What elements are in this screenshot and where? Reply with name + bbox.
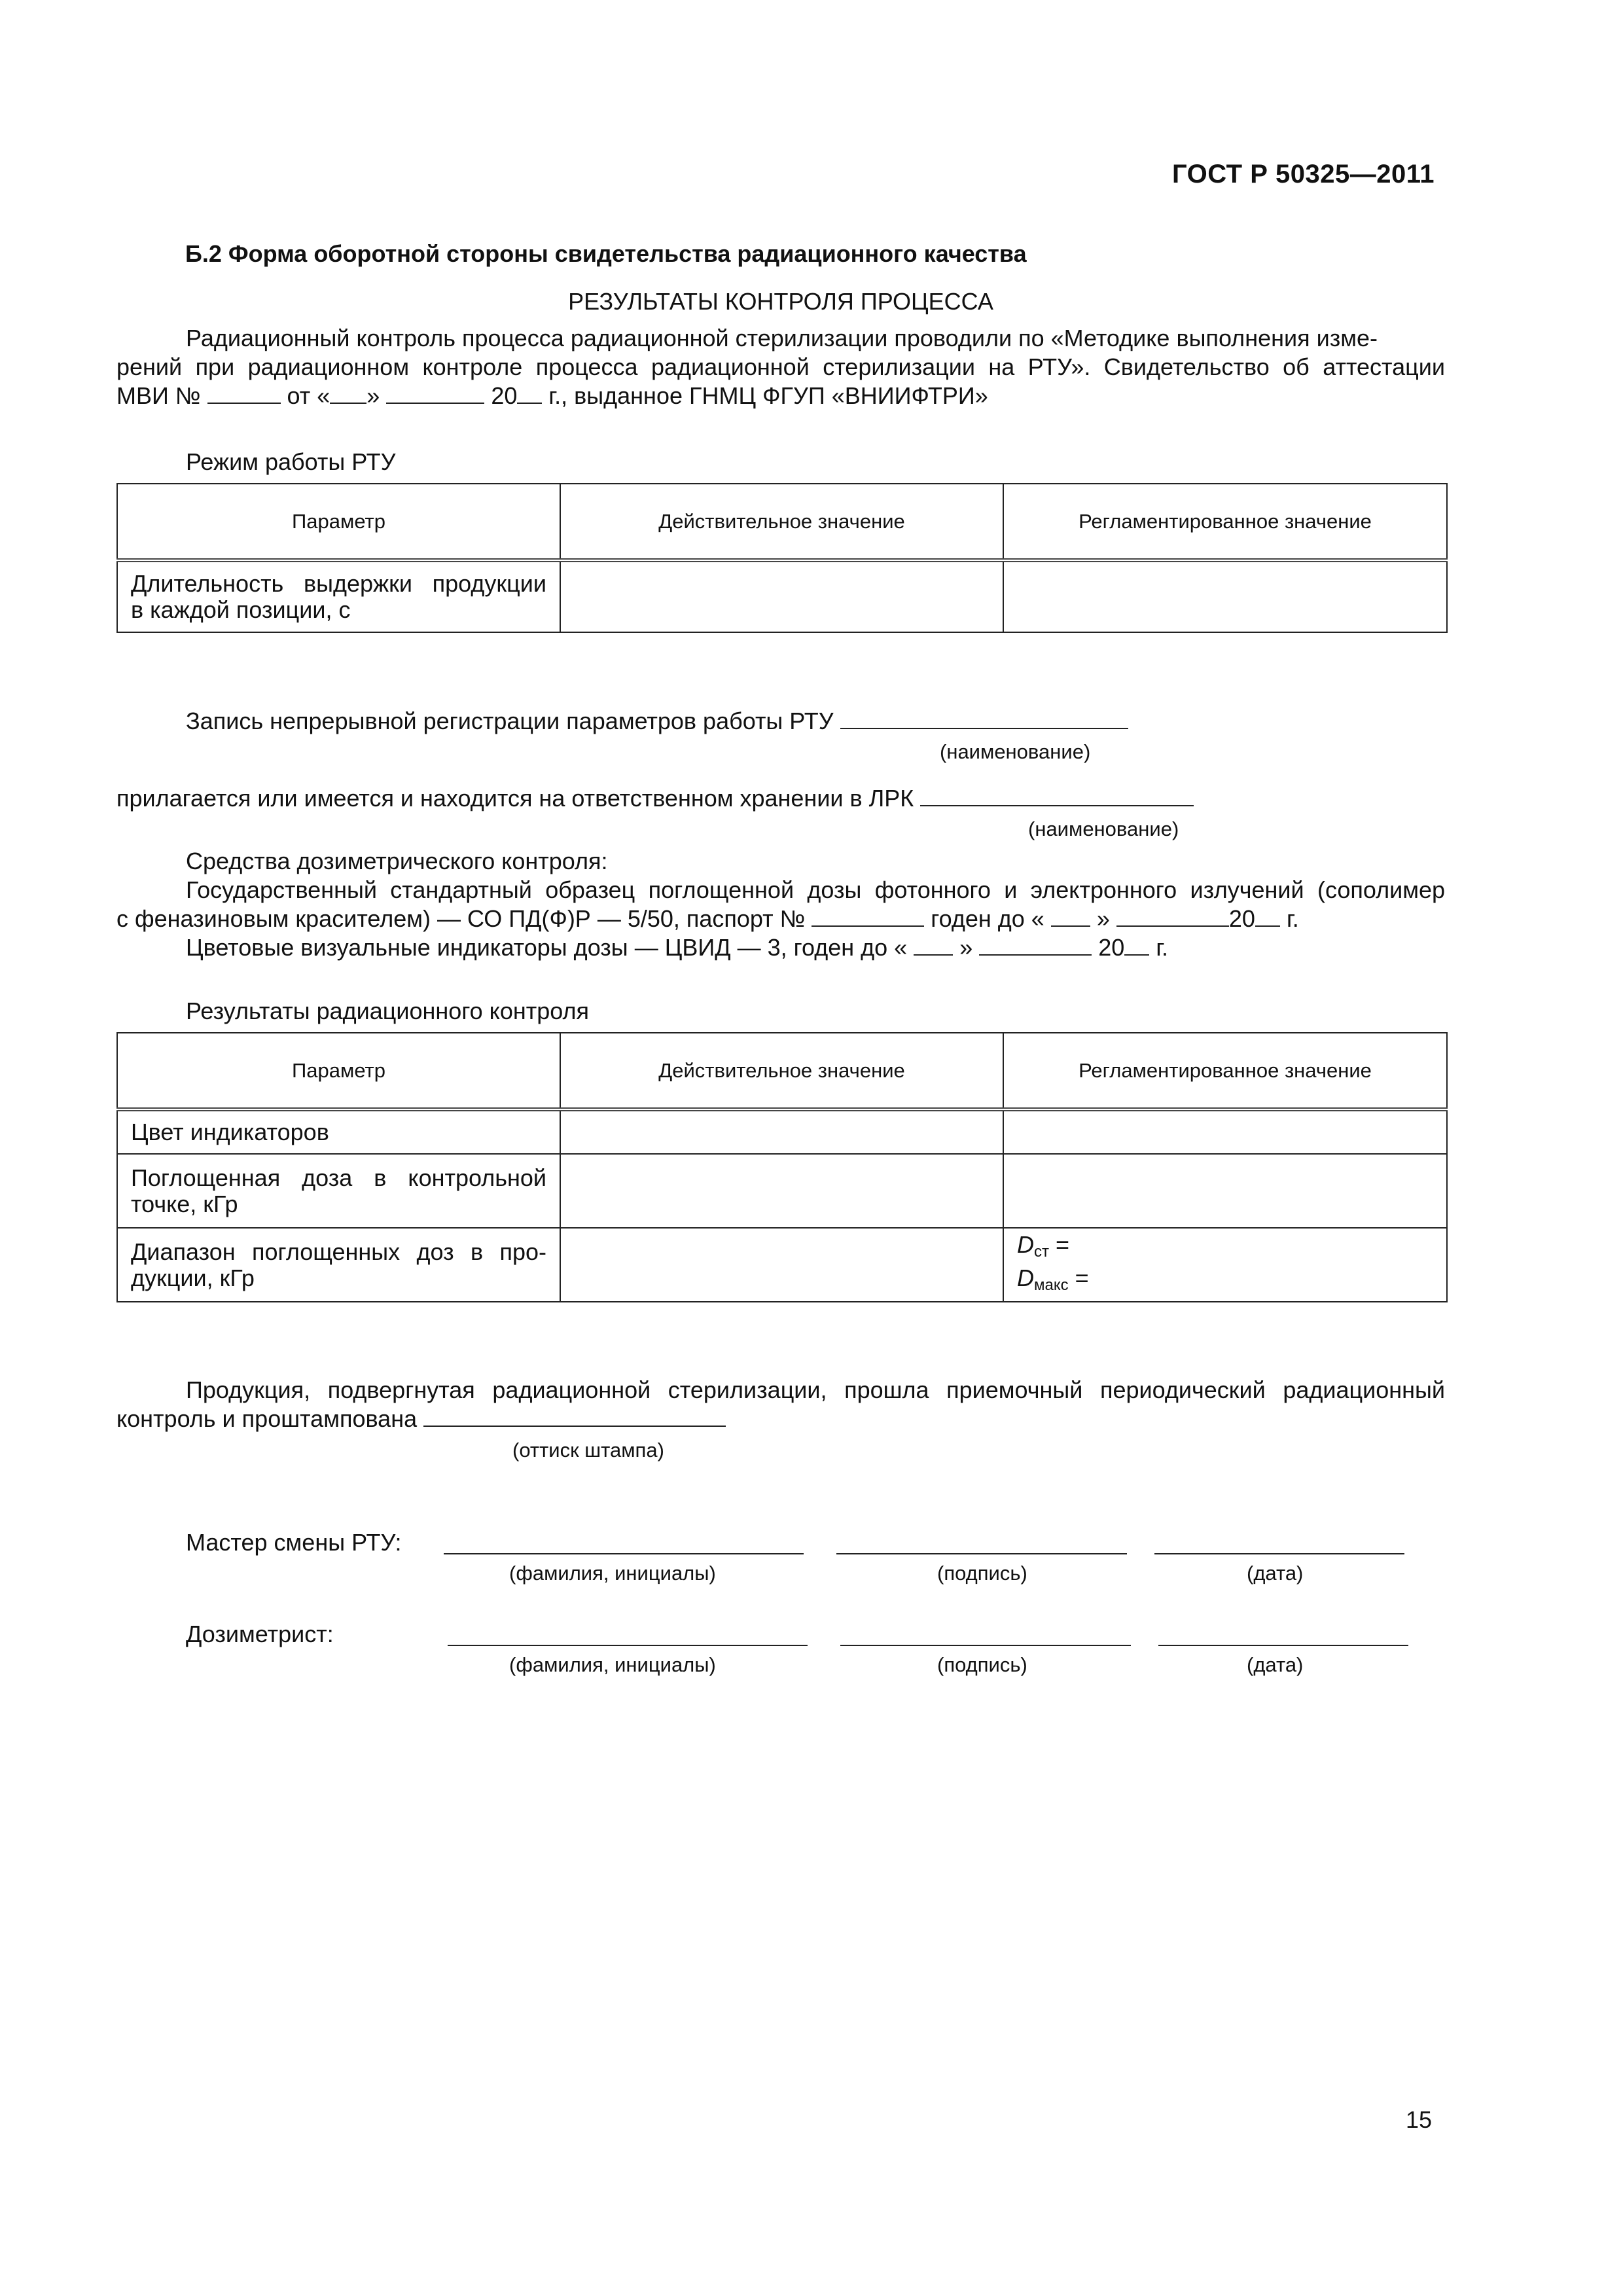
table2-row-indicator-color: Цвет индикаторов [117,1109,560,1154]
stamped-text: контроль и проштампована [116,1405,418,1432]
dosimetry-standard-line-2 [116,905,1299,933]
attach-line [116,784,1194,813]
record-name-blank[interactable] [840,708,1128,729]
table2-range-actual-cell[interactable] [560,1228,1003,1302]
table2-header-actual: Действительное значение [560,1033,1003,1109]
table2-header-regulated: Регламентированное значение [1003,1033,1447,1109]
record-caption-1: (наименование) [940,740,1091,763]
dosimetrist-label: Дозиметрист: [186,1621,334,1647]
master-date-caption: (дата) [1247,1562,1304,1585]
master-name-line[interactable] [444,1553,804,1554]
table2-header-parameter: Параметр [117,1033,560,1109]
table2-row-dose-range [117,1228,560,1302]
dosimetrist-date-line[interactable] [1158,1645,1408,1646]
duration-line-1: Длительность выдержки продукции [131,570,546,597]
year-blank[interactable] [517,383,542,404]
ind-year: 20 [1098,934,1125,961]
master-label: Мастер смены РТУ: [186,1529,402,1556]
dosimetry-title: Средства дозиметрического контроля: [186,848,608,874]
duration-line-2: в каждой позиции, с [131,596,351,623]
mode-label: Режим работы РТУ [186,448,396,475]
table2-dose-actual-cell[interactable] [560,1154,1003,1228]
std-year: 20 [1228,905,1255,932]
product-line-1: Продукция, подвергнутая радиационной стерилизации, прошла приемочный периодический радиационный [186,1376,1445,1403]
dosimetrist-sign-caption: (подпись) [937,1653,1027,1676]
intro-from: от « [287,382,330,409]
table1-actual-value-cell[interactable] [560,560,1003,632]
master-sign-line[interactable] [836,1553,1127,1554]
table1-row-duration [117,560,560,632]
table2-range-regulated-cell[interactable] [1003,1228,1447,1302]
ind-year-suffix: г. [1156,934,1169,961]
table2-color-regulated-cell[interactable] [1003,1109,1447,1154]
ind-day-blank[interactable] [914,935,953,956]
ind-year-blank[interactable] [1124,935,1149,956]
intro-line-1: Радиационный контроль процесса радиационной стерилизации проводили по «Методике выполнения изме- [186,325,1378,351]
table2-dose-regulated-cell[interactable] [1003,1154,1447,1228]
passport-number-blank[interactable] [812,906,924,927]
table1-header-regulated: Регламентированное значение [1003,484,1447,560]
dose-range-line-1: Диапазон поглощенных доз в про- [131,1238,546,1265]
master-name-caption: (фамилия, инициалы) [509,1562,716,1585]
table2-row-control-dose [117,1154,560,1228]
month-blank[interactable] [386,383,484,404]
standard-number: ГОСТ Р 50325—2011 [1172,160,1435,188]
std-year-suffix: г. [1286,905,1299,932]
std-year-blank[interactable] [1255,906,1280,927]
d-max-formula: $D_{макс}$ = [1017,1264,1089,1294]
dosimetry-standard-line-1: Государственный стандартный образец поглощенной дозы фотонного и электронного излучений (сополимер [186,876,1445,903]
dosimetrist-sign-line[interactable] [840,1645,1131,1646]
page-number: 15 [1406,2106,1433,2133]
intro-year: 20 [491,382,518,409]
stamp-blank[interactable] [423,1406,726,1427]
table1-header-parameter: Параметр [117,484,560,560]
storage-name-blank[interactable] [920,785,1194,806]
intro-line-2: рений при радиационном контроле процесса радиационной стерилизации на РТУ». Свидетельство об аттестации [116,353,1445,380]
table2-color-actual-cell[interactable] [560,1109,1003,1154]
d-st-formula: $D_{ст}$ = [1017,1230,1070,1261]
mode-table [116,483,1448,633]
mvi-number-blank[interactable] [207,383,281,404]
results-title: РЕЗУЛЬТАТЫ КОНТРОЛЯ ПРОЦЕССА [568,288,993,315]
std-quote-close: » [1096,905,1110,932]
indicator-line [186,933,1168,962]
std-month-blank[interactable] [1116,906,1229,927]
std-day-blank[interactable] [1051,906,1090,927]
results-label: Результаты радиационного контроля [186,997,589,1024]
master-date-line[interactable] [1154,1553,1404,1554]
attach-text: прилагается или имеется и находится на ответственном хранении в ЛРК [116,785,914,812]
product-line-2 [116,1405,726,1433]
dose-range-line-2: дукции, кГр [131,1264,255,1291]
passport-text: с феназиновым красителем) — СО ПД(Ф)Р — 5/50, паспорт № [116,905,806,932]
intro-line-3 [116,382,988,410]
table1-header-actual: Действительное значение [560,484,1003,560]
record-line [186,707,1128,736]
ind-quote-close: » [959,934,973,961]
record-caption-2: (наименование) [1028,817,1179,840]
dosimetrist-name-caption: (фамилия, инициалы) [509,1653,716,1676]
control-dose-line-2: точке, кГр [131,1190,238,1217]
day-blank[interactable] [330,383,366,404]
table1-regulated-value-cell[interactable] [1003,560,1447,632]
section-title: Б.2 Форма оборотной стороны свидетельства радиационного качества [185,240,1027,267]
stamp-caption: (оттиск штампа) [512,1439,664,1462]
valid-until-text: годен до « [931,905,1044,932]
indicator-text: Цветовые визуальные индикаторы дозы — ЦВИД — 3, годен до « [186,934,908,961]
intro-issued: г., выданное ГНМЦ ФГУП «ВНИИФТРИ» [548,382,988,409]
control-dose-line-1: Поглощенная доза в контрольной [131,1164,546,1191]
dosimetrist-date-caption: (дата) [1247,1653,1304,1676]
intro-mvi: МВИ № [116,382,201,409]
intro-quote-close: » [366,382,380,409]
dosimetrist-name-line[interactable] [448,1645,808,1646]
master-sign-caption: (подпись) [937,1562,1027,1585]
results-table [116,1032,1448,1302]
record-text: Запись непрерывной регистрации параметров работы РТУ [186,708,834,734]
ind-month-blank[interactable] [979,935,1092,956]
